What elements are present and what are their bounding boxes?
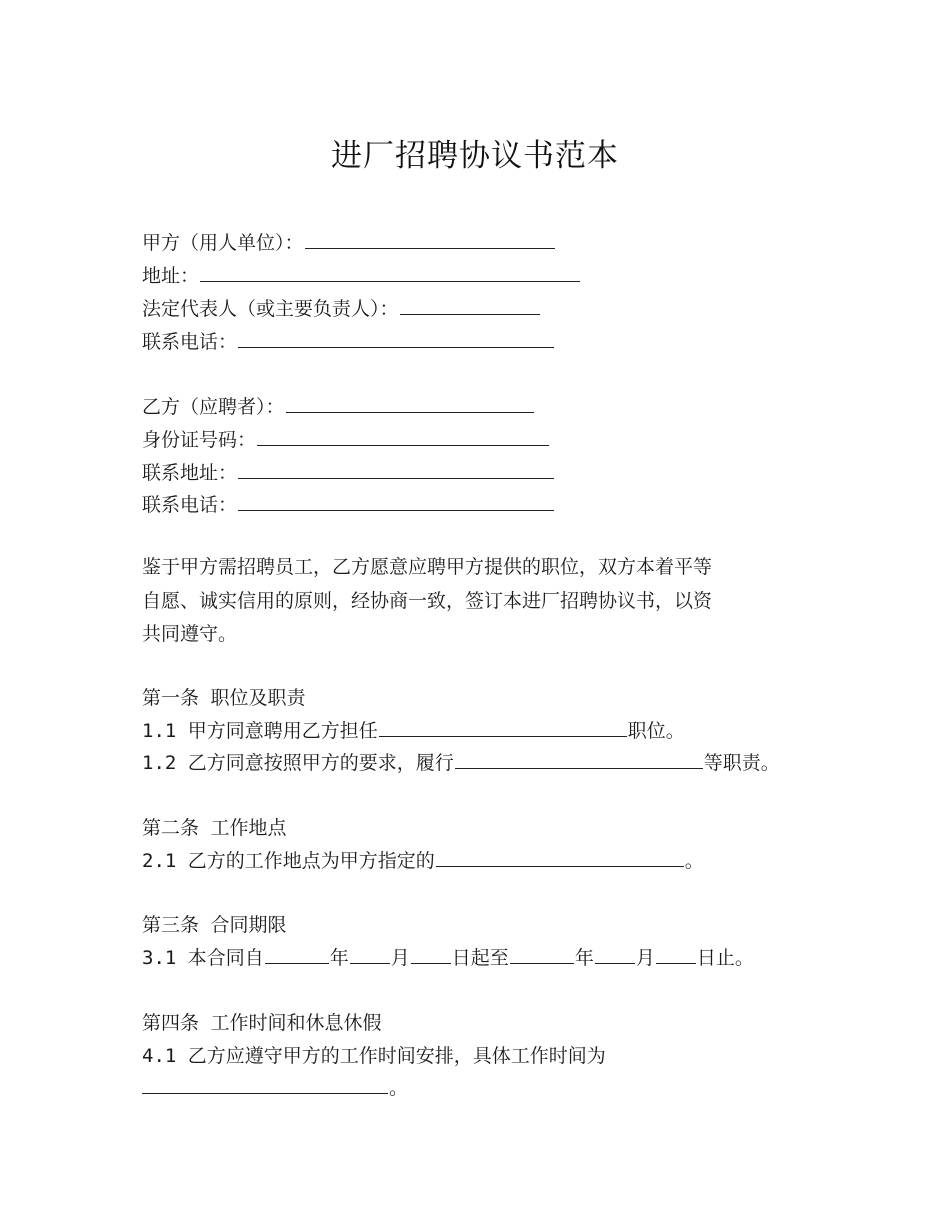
preamble-line-1: 鉴于甲方需招聘员工，乙方愿意应聘甲方提供的职位，双方本着平等 — [142, 556, 713, 578]
end-day-label: 日止。 — [696, 947, 754, 969]
duties-blank[interactable] — [455, 750, 703, 769]
party-a-address-label: 地址： — [142, 265, 200, 287]
article-2-heading: 第二条 工作地点 — [142, 817, 287, 839]
party-b-id-blank[interactable] — [257, 427, 549, 446]
party-a-address-blank[interactable] — [200, 263, 580, 282]
party-b-phone-label: 联系电话： — [142, 494, 238, 516]
party-b-id-line — [142, 427, 550, 453]
party-a-address-line — [142, 263, 581, 289]
start-year-blank[interactable] — [265, 945, 329, 964]
position-blank[interactable] — [379, 718, 627, 737]
party-a-phone-label: 联系电话： — [142, 331, 238, 353]
start-month-blank[interactable] — [350, 945, 390, 964]
party-a-name-label: 甲方（用人单位）： — [142, 232, 304, 254]
party-b-address-label: 联系地址： — [142, 462, 238, 484]
clause-2-1-prefix: 2.1 乙方的工作地点为甲方指定的 — [142, 850, 435, 872]
start-year-label: 年 — [329, 947, 349, 969]
end-month-label: 月 — [635, 947, 655, 969]
party-a-rep-line — [142, 296, 541, 322]
end-year-blank[interactable] — [510, 945, 574, 964]
party-b-name-blank[interactable] — [286, 394, 534, 413]
party-b-name-label: 乙方（应聘者）： — [142, 396, 285, 418]
clause-1-2 — [142, 750, 780, 776]
party-b-name-line — [142, 394, 535, 420]
party-a-phone-blank[interactable] — [238, 329, 554, 348]
working-hours-blank[interactable] — [142, 1075, 388, 1094]
article-4-heading: 第四条 工作时间和休息休假 — [142, 1012, 382, 1034]
clause-1-1-prefix: 1.1 甲方同意聘用乙方担任 — [142, 720, 378, 742]
document-title: 进厂招聘协议书范本 — [331, 138, 619, 174]
start-month-label: 月 — [390, 947, 410, 969]
clause-1-2-prefix: 1.2 乙方同意按照甲方的要求，履行 — [142, 752, 454, 774]
preamble-line-2: 自愿、诚实信用的原则，经协商一致，签订本进厂招聘协议书，以资 — [142, 590, 713, 612]
party-a-rep-label: 法定代表人（或主要负责人）： — [142, 298, 399, 320]
work-location-blank[interactable] — [436, 848, 684, 867]
clause-2-1-suffix: 。 — [684, 850, 704, 872]
clause-1-1-suffix: 职位。 — [627, 720, 685, 742]
start-day-blank[interactable] — [411, 945, 451, 964]
end-month-blank[interactable] — [595, 945, 635, 964]
clause-4-1: 4.1 乙方应遵守甲方的工作时间安排，具体工作时间为 — [142, 1045, 606, 1067]
party-a-name-line — [142, 230, 556, 256]
clause-3-1 — [142, 945, 754, 971]
party-a-rep-blank[interactable] — [400, 296, 540, 315]
party-b-phone-blank[interactable] — [238, 492, 554, 511]
party-b-phone-line — [142, 492, 555, 518]
preamble-line-3: 共同遵守。 — [142, 623, 238, 645]
end-year-label: 年 — [574, 947, 594, 969]
party-b-id-label: 身份证号码： — [142, 429, 257, 451]
clause-2-1 — [142, 848, 704, 874]
article-3-heading: 第三条 合同期限 — [142, 914, 287, 936]
party-b-address-line — [142, 460, 555, 486]
clause-4-1-continued — [142, 1075, 408, 1101]
end-day-blank[interactable] — [656, 945, 696, 964]
article-1-heading: 第一条 职位及职责 — [142, 687, 306, 709]
party-a-name-blank[interactable] — [305, 230, 555, 249]
clause-4-1-suffix: 。 — [389, 1077, 409, 1099]
clause-3-1-prefix: 3.1 本合同自 — [142, 947, 264, 969]
clause-1-1 — [142, 718, 685, 744]
party-a-phone-line — [142, 329, 555, 355]
clause-1-2-suffix: 等职责。 — [703, 752, 780, 774]
party-b-address-blank[interactable] — [238, 460, 554, 479]
start-day-label: 日起至 — [451, 947, 509, 969]
